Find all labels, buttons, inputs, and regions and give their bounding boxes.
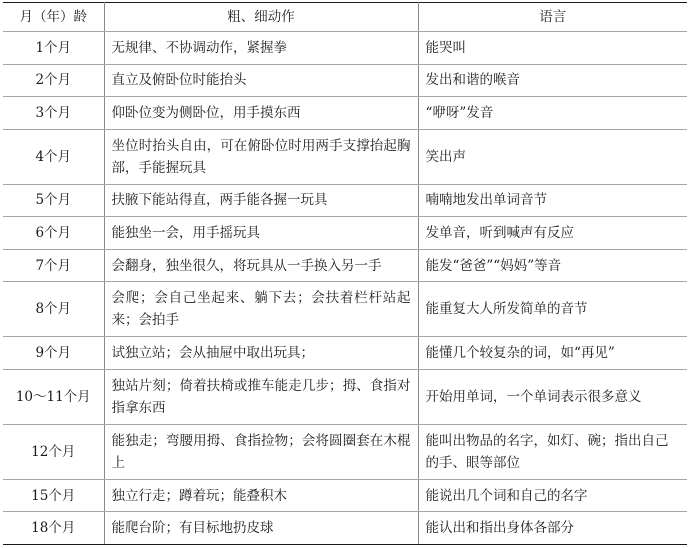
table-row bbox=[3, 97, 687, 130]
age-cell: 18个月 bbox=[3, 512, 104, 545]
motor-cell: 仰卧位变为侧卧位，用手摸东西 bbox=[104, 97, 418, 130]
table-row bbox=[3, 512, 687, 545]
age-cell: 9个月 bbox=[3, 337, 104, 370]
language-cell: 喃喃地发出单词音节 bbox=[418, 184, 687, 217]
development-table bbox=[3, 2, 687, 545]
header-row bbox=[3, 3, 687, 32]
age-cell: 5个月 bbox=[3, 184, 104, 217]
age-cell: 15个月 bbox=[3, 479, 104, 512]
motor-cell: 独立行走；蹲着玩；能叠积木 bbox=[104, 479, 418, 512]
table-row bbox=[3, 369, 687, 424]
language-cell: 笑出声 bbox=[418, 129, 687, 184]
motor-cell: 试独立站；会从抽屉中取出玩具； bbox=[104, 337, 418, 370]
table-row bbox=[3, 282, 687, 337]
table-row bbox=[3, 64, 687, 97]
header-language: 语言 bbox=[418, 3, 687, 32]
language-cell: 能重复大人所发简单的音节 bbox=[418, 282, 687, 337]
motor-cell: 能独坐一会，用手摇玩具 bbox=[104, 217, 418, 250]
table-row bbox=[3, 184, 687, 217]
language-cell: 发单音，听到喊声有反应 bbox=[418, 217, 687, 250]
motor-cell: 会翻身，独坐很久，将玩具从一手换入另一手 bbox=[104, 249, 418, 282]
header-motor: 粗、细动作 bbox=[104, 3, 418, 32]
age-cell: 3个月 bbox=[3, 97, 104, 130]
table-row bbox=[3, 32, 687, 65]
language-cell: 发出和谐的喉音 bbox=[418, 64, 687, 97]
age-cell: 7个月 bbox=[3, 249, 104, 282]
motor-cell: 无规律、不协调动作，紧握拳 bbox=[104, 32, 418, 65]
language-cell: “咿呀”发音 bbox=[418, 97, 687, 130]
language-cell: 能发“爸爸”“妈妈”等音 bbox=[418, 249, 687, 282]
age-cell: 4个月 bbox=[3, 129, 104, 184]
language-cell: 能认出和指出身体各部分 bbox=[418, 512, 687, 545]
language-cell: 能懂几个较复杂的词，如“再见” bbox=[418, 337, 687, 370]
table-row bbox=[3, 217, 687, 250]
motor-cell: 能爬台阶；有目标地扔皮球 bbox=[104, 512, 418, 545]
age-cell: 1个月 bbox=[3, 32, 104, 65]
motor-cell: 直立及俯卧位时能抬头 bbox=[104, 64, 418, 97]
motor-cell: 独站片刻；倚着扶椅或推车能走几步；拇、食指对指拿东西 bbox=[104, 369, 418, 424]
motor-cell: 会爬；会自己坐起来、躺下去；会扶着栏杆站起来；会拍手 bbox=[104, 282, 418, 337]
language-cell: 能叫出物品的名字，如灯、碗；指出自己的手、眼等部位 bbox=[418, 424, 687, 479]
motor-cell: 扶腋下能站得直，两手能各握一玩具 bbox=[104, 184, 418, 217]
table-row bbox=[3, 129, 687, 184]
language-cell: 开始用单词，一个单词表示很多意义 bbox=[418, 369, 687, 424]
motor-cell: 坐位时抬头自由，可在俯卧位时用两手支撑抬起胸部，手能握玩具 bbox=[104, 129, 418, 184]
language-cell: 能说出几个词和自己的名字 bbox=[418, 479, 687, 512]
table-row bbox=[3, 424, 687, 479]
table-row bbox=[3, 337, 687, 370]
motor-cell: 能独走；弯腰用拇、食指捡物；会将圆圈套在木棍上 bbox=[104, 424, 418, 479]
age-cell: 2个月 bbox=[3, 64, 104, 97]
table-row bbox=[3, 479, 687, 512]
age-cell: 8个月 bbox=[3, 282, 104, 337]
age-cell: 12个月 bbox=[3, 424, 104, 479]
table-row bbox=[3, 249, 687, 282]
header-age: 月（年）龄 bbox=[3, 3, 104, 32]
language-cell: 能哭叫 bbox=[418, 32, 687, 65]
age-cell: 10～11个月 bbox=[3, 369, 104, 424]
age-cell: 6个月 bbox=[3, 217, 104, 250]
